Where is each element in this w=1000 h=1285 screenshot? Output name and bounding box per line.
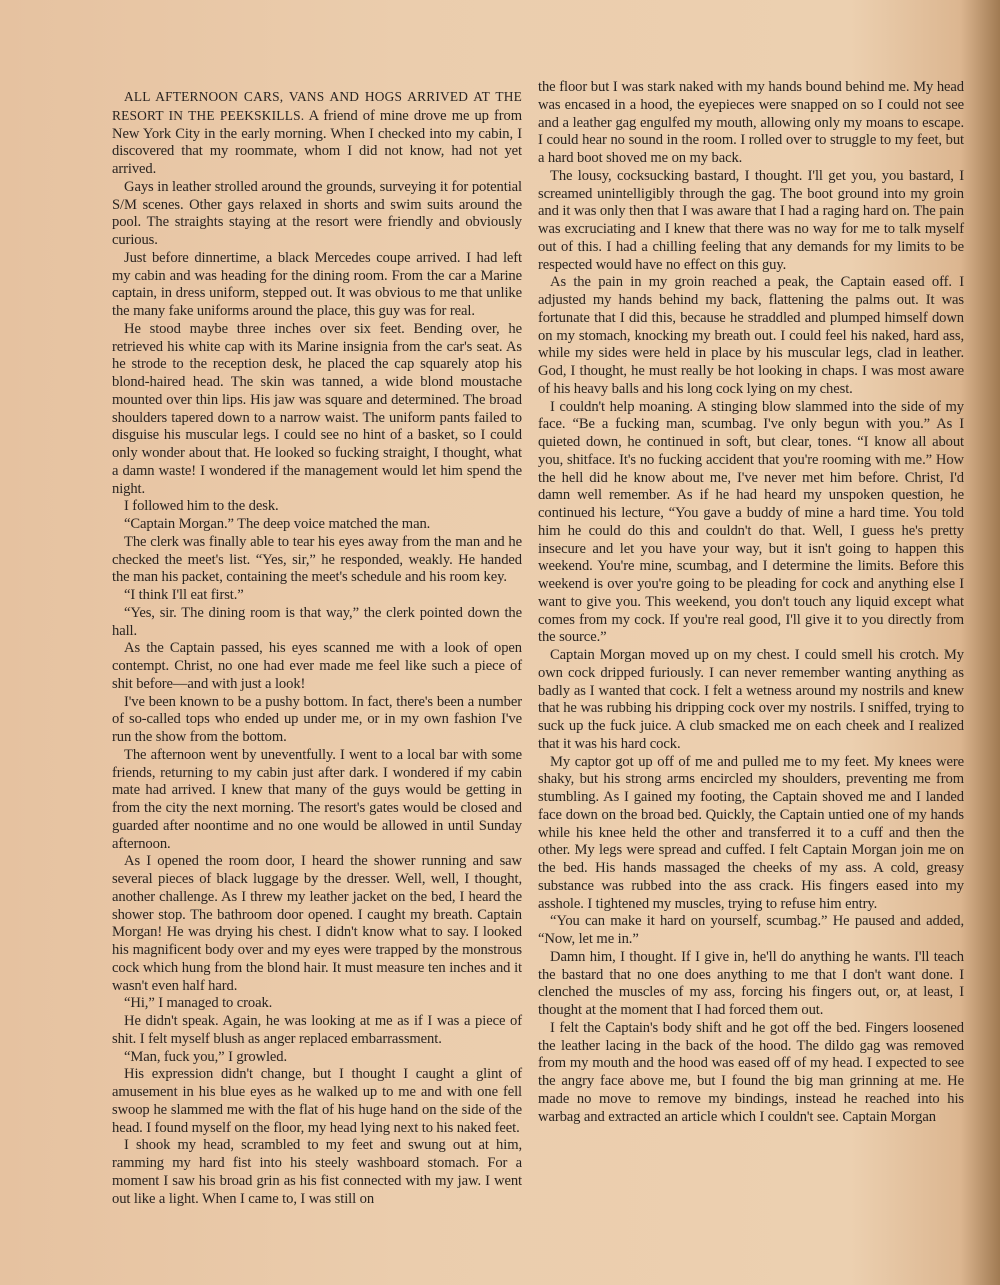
paragraph: The afternoon went by uneventfully. I went to a local bar with some friends, returning to my cabin just after dark. I wondered if my cabin mate had arrived. I knew that many of the guys would be getting in from the city the next morning. The resort's gates would be closed and guarded after noontime and no one would be allowed in until Sunday afternoon. <box>112 746 522 852</box>
paragraph: As the pain in my groin reached a peak, the Captain eased off. I adjusted my hands behind my back, flattening the palms out. It was fortunate that I did this, because he straddled and plumped himself down on my stomach, knocking my breath out. I could feel his naked, hard ass, while my sides were held in place by his muscular legs, clad in leather. God, I thought, he must really be hot looking in chaps. I was most aware of his heavy balls and his long cock lying on my chest. <box>538 274 964 397</box>
paragraph: Just before dinnertime, a black Mercedes coupe arrived. I had left my cabin and was heading for the dining room. From the car a Marine captain, in dress uniform, stepped out. It was obvious to me that unlike the many fake uniforms around the place, this guy was for real. <box>112 249 522 319</box>
article-column-left <box>112 88 522 1208</box>
paragraph: “Man, fuck you,” I growled. <box>124 1048 288 1065</box>
paragraph: the floor but I was stark naked with my hands bound behind me. My head was encased in a hood, the eyepieces were snapped on so I could not see and a leather gag engulfed my mouth, allowing only my moans to escape. I could hear no sound in the room. I rolled over to struggle to my feet, but a hard boot shoved me on my back. <box>538 79 964 166</box>
paragraph: I shook my head, scrambled to my feet and swung out at him, ramming my hard fist into his steely washboard stomach. For a moment I saw his broad grin as his fist connected with my jaw. I went out like a light. When I came to, I was still on <box>112 1137 522 1207</box>
paragraph: I couldn't help moaning. A stinging blow slammed into the side of my face. “Be a fucking man, scumbag. I've only begun with you.” As I quieted down, he continued in soft, but clear, tones. “I know all about you, shitface. It's no fucking accident that you're rooming with me.” How the hell did he know about me, I've never met him before. Christ, I'd damn well remember. As if he had heard my unspoken question, he continued his lecture, “You gave a buddy of mine a hard time. You told him he could do this and couldn't do that. Well, I guess he's pretty insecure and let you have your way, but it isn't going to happen this weekend. You're mine, scumbag, and I determine the limits. Before this weekend is over you're going to be pleading for cock and anything else I want to give you. This weekend, you don't touch any liquid except what comes from my cock. If you're real good, I'll give it to you directly from the source.” <box>538 398 964 646</box>
paragraph: Captain Morgan moved up on my chest. I could smell his crotch. My own cock dripped furiously. I can never remember wanting anything as badly as I wanted that cock. I felt a wetness around my nostrils and knew that he was rubbing his dripping cock over my nostrils. I sniffed, trying to suck up the fuck juice. A club smacked me on each cheek and I realized that it was his hard cock. <box>538 647 964 752</box>
paragraph: “You can make it hard on yourself, scumbag.” He paused and added, “Now, let me in.” <box>538 913 964 947</box>
paragraph: The clerk was finally able to tear his eyes away from the man and he checked the meet's list. “Yes, sir,” he responded, weakly. He handed the man his packet, containing the meet's schedule and his room key. <box>112 533 522 586</box>
article-column-right <box>538 79 964 1126</box>
paragraph: “Hi,” I managed to croak. <box>124 995 273 1012</box>
paragraph: As I opened the room door, I heard the shower running and saw several pieces of black luggage by the dresser. Well, well, I thought, another challenge. As I threw my leather jacket on the bed, I heard the shower stop. The bathroom door opened. I caught my breath. Captain Morgan! He was drying his chest. I didn't know what to say. I looked his magnificent body over and my eyes were trapped by the monstrous cock which hung from the blond hair. It must measure ten inches and it wasn't even half hard. <box>112 853 522 994</box>
paragraph: “Yes, sir. The dining room is that way,” the clerk pointed down the hall. <box>112 604 522 639</box>
paragraph: ALL AFTERNOON CARS, VANS AND HOGS ARRIVED AT THE RESORT IN THE PEEKSKILLS. A friend of mine drove me up from New York City in the early morning. When I checked into my cabin, I discovered that my roommate, whom I did not know, had not yet arrived. <box>112 89 522 177</box>
paragraph: “Captain Morgan.” The deep voice matched the man. <box>124 516 431 532</box>
paragraph: “I think I'll eat first.” <box>124 587 244 603</box>
paragraph: The lousy, cocksucking bastard, I thought. I'll get you, you bastard, I screamed unintelligibly through the gag. The boot ground into my groin and it was only then that I was aware that I had a raging hard on. The pain was excruciating and I knew that there was no way for me to talk myself out of this. I had a chilling feeling that any demands for my limits to be respected would have no effect on this guy. <box>538 167 964 273</box>
paragraph: Gays in leather strolled around the grounds, surveying it for potential S/M scenes. Other gays relaxed in shorts and swim suits around the pool. The straights staying at the resort were friendly and obviously curious. <box>112 178 522 248</box>
paragraph: I followed him to the desk. <box>124 498 279 515</box>
paragraph: Damn him, I thought. If I give in, he'll do anything he wants. I'll teach the bastard that no one does anything to me that I don't want done. I clenched the muscles of my ass, forcing his fingers out, or, at least, I thought at the moment that I had forced them out. <box>538 948 964 1018</box>
paragraph: I've been known to be a pushy bottom. In fact, there's been a number of so-called tops who ended up under me, or in my own fashion I've run the show from the bottom. <box>112 693 522 745</box>
paragraph: He stood maybe three inches over six feet. Bending over, he retrieved his white cap with its Marine insignia from the car's seat. As he strode to the reception desk, he placed the cap squarely atop his blond-haired head. The skin was tanned, a wide blond moustache mounted over thin lips. His jaw was square and determined. The broad shoulders tapered down to a narrow waist. The uniform pants failed to disguise his muscular legs. I could see no hint of a basket, so I could only wonder about that. He looked so fucking straight, I thought, what a damn waste! I wondered if the management would let him spend the night. <box>112 320 522 497</box>
paragraph: I felt the Captain's body shift and he got off the bed. Fingers loosened the leather lacing in the back of the hood. The dildo gag was removed from my mouth and the hood was eased off of my head. I expected to see the angry face above me, but I found the big man grinning at me. He made no move to remove my bindings, instead he reached into his warbag and extracted an article which I couldn't see. Captain Morgan <box>538 1019 964 1125</box>
paragraph: His expression didn't change, but I thought I caught a glint of amusement in his blue eyes as he walked up to me and with one fell swoop he slammed me with the flat of his huge hand on the side of the head. I found myself on the floor, my head lying next to his naked feet. <box>112 1066 522 1136</box>
paragraph: My captor got up off of me and pulled me to my feet. My knees were shaky, but his strong arms encircled my shoulders, preventing me from stumbling. As I gained my footing, the Captain shoved me and I landed face down on the broad bed. Quickly, the Captain untied one of my hands while his knee held the other and transferred it to a cuff and then the other. My legs were spread and cuffed. I felt Captain Morgan join me on the bed. His hands massaged the cheeks of my ass. A cold, greasy substance was rubbed into the ass crack. His fingers eased into my asshole. I tightened my muscles, trying to refuse him entry. <box>538 753 964 912</box>
paragraph: He didn't speak. Again, he was looking at me as if I was a piece of shit. I felt myself blush as anger replaced embarrassment. <box>112 1013 522 1047</box>
lead-in: ALL AFTERNOON CARS, VANS AND HOGS ARRIVED AT THE RESORT IN THE PEEKSKILLS. <box>112 89 522 123</box>
paragraph: As the Captain passed, his eyes scanned me with a look of open contempt. Christ, no one had ever made me feel like such a piece of shit before—and with just a look! <box>112 640 522 692</box>
